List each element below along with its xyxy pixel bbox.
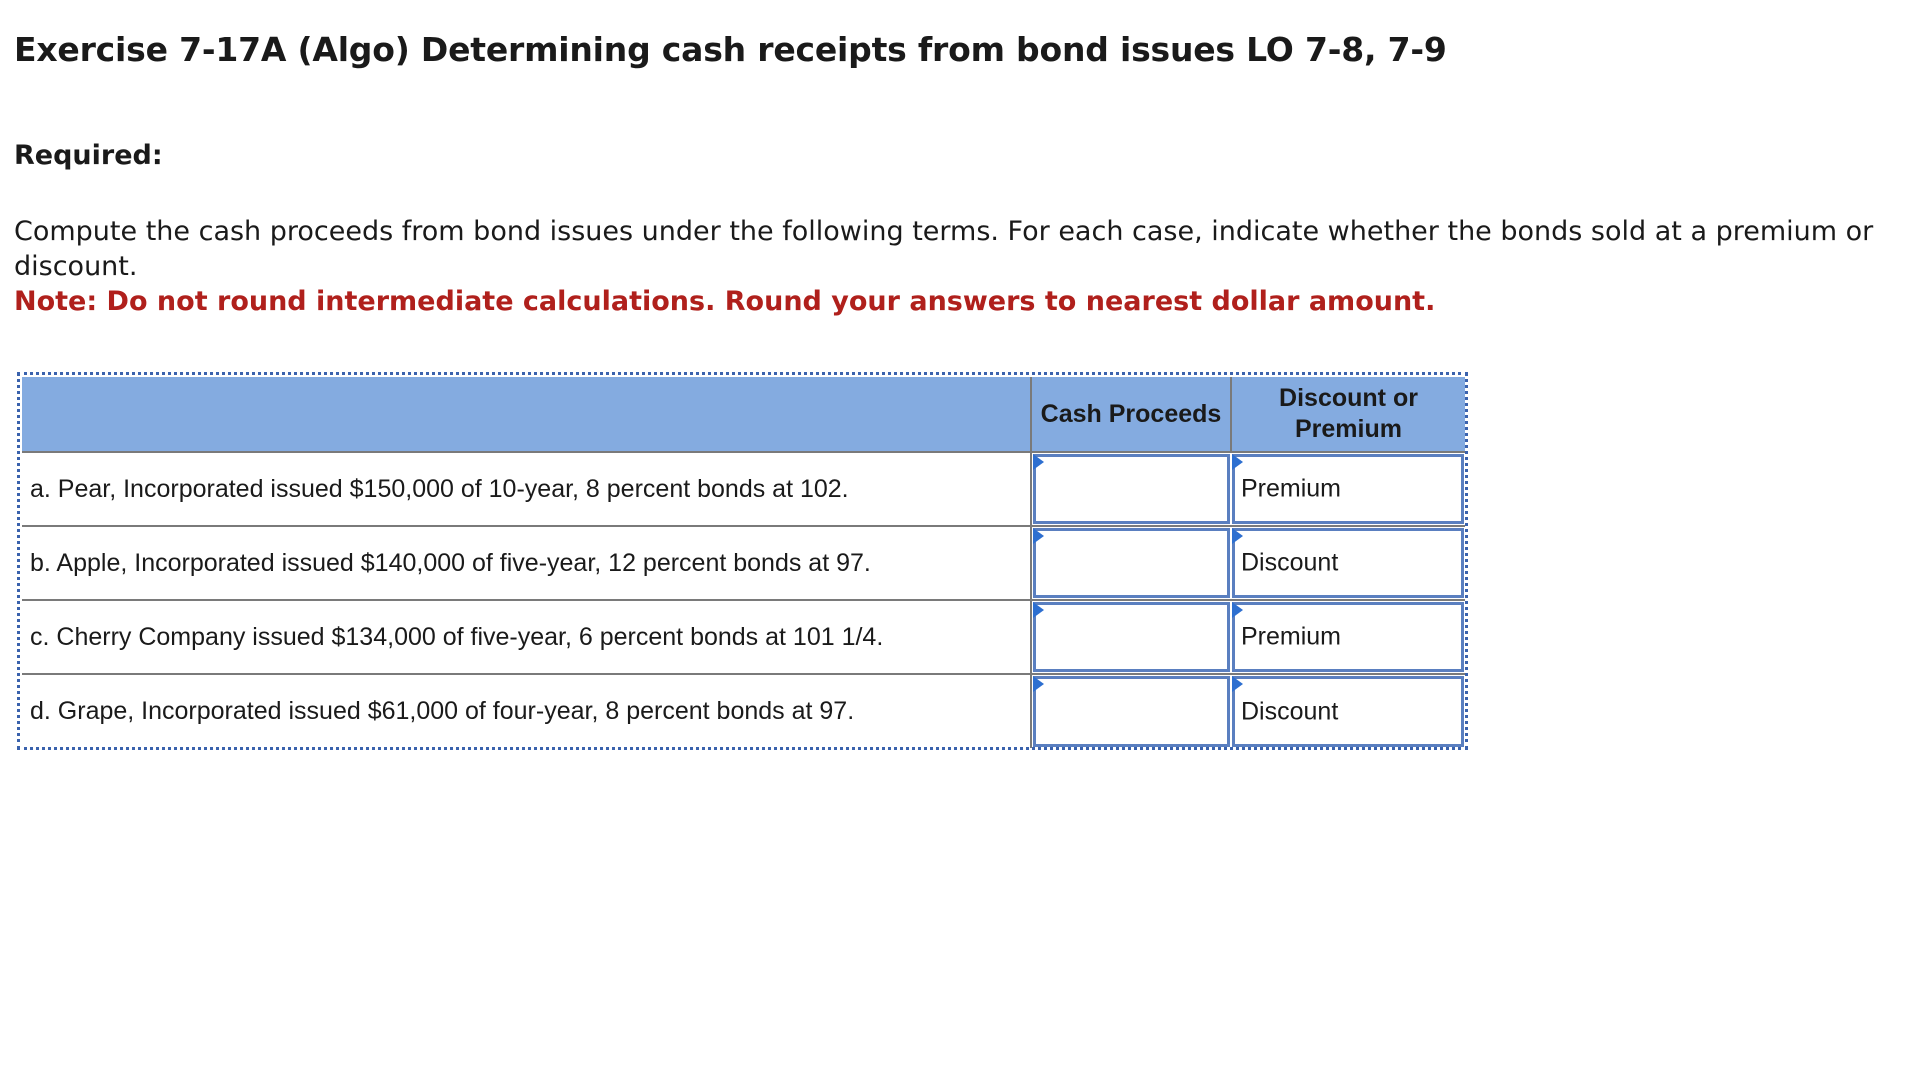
answer-marker-icon bbox=[1033, 454, 1044, 470]
cash-proceeds-input-box bbox=[1033, 454, 1230, 524]
table-row bbox=[22, 526, 1465, 600]
required-label: Required: bbox=[14, 140, 163, 171]
discount-or-premium-value: Discount bbox=[1241, 548, 1339, 577]
cash-proceeds-input-box bbox=[1033, 528, 1230, 598]
row-description: a. Pear, Incorporated issued $150,000 of 10-year, 8 percent bonds at 102. bbox=[22, 452, 1031, 526]
table-row bbox=[22, 600, 1465, 674]
cash-proceeds-cell bbox=[1031, 674, 1231, 748]
answer-marker-icon bbox=[1033, 602, 1044, 618]
row-description: d. Grape, Incorporated issued $61,000 of four-year, 8 percent bonds at 97. bbox=[22, 674, 1031, 748]
table-row bbox=[22, 674, 1465, 748]
table-row bbox=[22, 452, 1465, 526]
answer-marker-icon bbox=[1232, 454, 1243, 470]
answer-marker-icon bbox=[1232, 676, 1243, 692]
discount-or-premium-select[interactable] bbox=[1232, 454, 1464, 524]
discount-or-premium-cell bbox=[1231, 600, 1465, 674]
discount-or-premium-cell bbox=[1231, 674, 1465, 748]
discount-or-premium-value: Premium bbox=[1241, 474, 1342, 503]
cash-proceeds-cell bbox=[1031, 600, 1231, 674]
cash-proceeds-input-box bbox=[1033, 676, 1230, 747]
cash-proceeds-input[interactable] bbox=[1036, 605, 1227, 669]
discount-or-premium-value: Premium bbox=[1241, 622, 1342, 651]
answer-marker-icon bbox=[1232, 602, 1243, 618]
row-description: c. Cherry Company issued $134,000 of five-year, 6 percent bonds at 101 1/4. bbox=[22, 600, 1031, 674]
answer-marker-icon bbox=[1232, 528, 1243, 544]
cash-proceeds-cell bbox=[1031, 452, 1231, 526]
cash-proceeds-cell bbox=[1031, 526, 1231, 600]
rounding-note: Note: Do not round intermediate calculations. Round your answers to nearest dollar amount. bbox=[14, 286, 1436, 317]
column-header-cash-proceeds: Cash Proceeds bbox=[1031, 377, 1231, 452]
cash-proceeds-input-box bbox=[1033, 602, 1230, 672]
cash-proceeds-input[interactable] bbox=[1036, 531, 1227, 595]
cash-proceeds-input[interactable] bbox=[1036, 457, 1227, 521]
instructions-text: Compute the cash proceeds from bond issues under the following terms. For each case, indicate whether the bonds sold at a premium or discount. bbox=[14, 216, 1874, 282]
bond-issues-table bbox=[22, 377, 1465, 748]
discount-or-premium-select[interactable] bbox=[1232, 528, 1464, 598]
cash-proceeds-input[interactable] bbox=[1036, 679, 1227, 744]
bond-issues-table-container bbox=[17, 372, 1468, 750]
table-header-row bbox=[22, 377, 1465, 452]
row-description: b. Apple, Incorporated issued $140,000 of five-year, 12 percent bonds at 97. bbox=[22, 526, 1031, 600]
answer-marker-icon bbox=[1033, 676, 1044, 692]
column-header-description bbox=[22, 377, 1031, 452]
answer-marker-icon bbox=[1033, 528, 1044, 544]
discount-or-premium-select[interactable] bbox=[1232, 676, 1464, 747]
column-header-discount-or-premium: Discount or Premium bbox=[1231, 377, 1465, 452]
discount-or-premium-cell bbox=[1231, 526, 1465, 600]
page-title: Exercise 7-17A (Algo) Determining cash receipts from bond issues LO 7-8, 7-9 bbox=[14, 30, 1447, 69]
discount-or-premium-value: Discount bbox=[1241, 697, 1339, 725]
discount-or-premium-select[interactable] bbox=[1232, 602, 1464, 672]
discount-or-premium-cell bbox=[1231, 452, 1465, 526]
